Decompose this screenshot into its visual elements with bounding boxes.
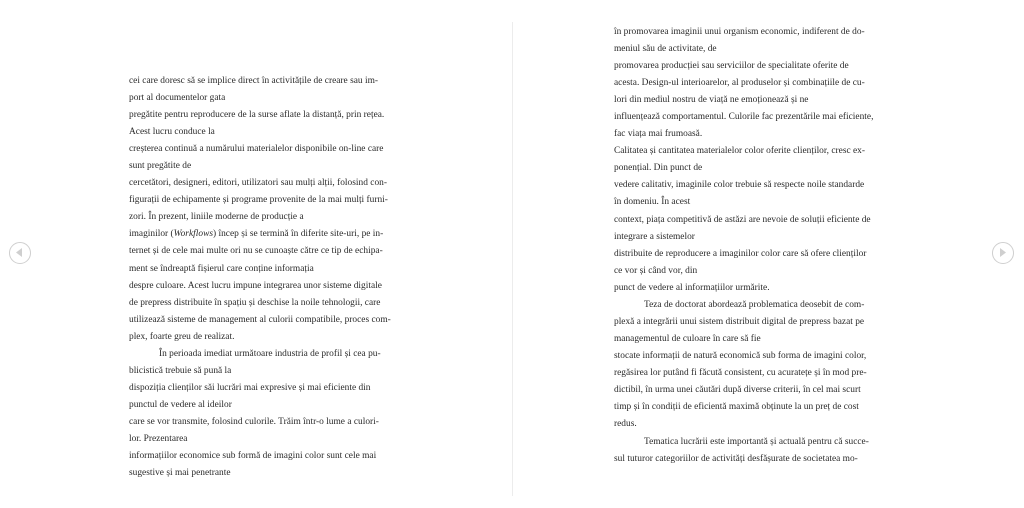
text-line: punct de vedere al informațiilor urmărite.: [614, 282, 770, 293]
text-line: dispoziția clienților săi lucrări mai expresive și mai eficiente din: [129, 382, 371, 393]
next-page-button[interactable]: [992, 242, 1014, 264]
text-line: Teza de doctorat abordează problematica deosebit de com-: [644, 299, 865, 310]
text-line: port al documentelor gata: [129, 93, 226, 104]
text-line: fac viața mai frumoasă.: [614, 129, 703, 140]
text-line: figurații de echipamente și programe provenite de la mai mulți furni-: [129, 195, 388, 206]
text-line: ponențial. Din punct de: [614, 163, 703, 174]
text-line: de prepress distribuite în spațiu și deschise la noile tehnologii, care: [129, 297, 381, 308]
text-line: distribuite de reproducere a imaginilor color care să ofere clienților: [614, 248, 867, 259]
text-line: cercetători, designeri, editori, utilizatori sau mulți alții, folosind con-: [129, 178, 387, 189]
text-line: ternet și de cele mai multe ori nu se cunoaște către ce tip de echipa-: [129, 246, 383, 257]
text-line: influențează comportamentul. Culorile fac prezentările mai eficiente,: [614, 112, 874, 123]
text-line: sul tuturor categoriilor de activități desfășurate de societatea mo-: [614, 454, 858, 465]
left-page: [129, 73, 429, 482]
italic-term: Workflows: [173, 229, 213, 240]
chevron-left-icon: [10, 243, 29, 262]
text-line: utilizează sisteme de management al culorii compatibile, proces com-: [129, 314, 391, 325]
text-line: ment se îndreaptă fișierul care conține informația: [129, 263, 314, 274]
text-line: Acest lucru conduce la: [129, 127, 215, 138]
chevron-right-icon: [993, 243, 1012, 262]
text-line: stocate informații de natură economică sub forma de imagini color,: [614, 350, 867, 361]
text-line: meniul său de activitate, de: [614, 44, 717, 55]
text-line: dictibil, în urma unei căutări după diverse criterii, în cel mai scurt: [614, 384, 861, 395]
text-line: sugestive și mai penetrante: [129, 468, 231, 479]
text-line: lori din mediul nostru de viață ne emoționează și ne: [614, 95, 809, 106]
text-line: managementul de culoare în care să fie: [614, 333, 761, 344]
text-line: în promovarea imaginii unui organism economic, indiferent de do-: [614, 27, 865, 37]
text-line: punctul de vedere al ideilor: [129, 399, 232, 410]
text-line: despre culoare. Acest lucru impune integrarea unor sisteme digitale: [129, 280, 382, 291]
text-line: În perioada imediat următoare industria de profil și cea pu-: [159, 348, 381, 359]
text-line: pregătite pentru reproducere de la surse aflate la distanță, prin rețea.: [129, 110, 385, 121]
text-line: blicistică trebuie să pună la: [129, 365, 232, 376]
text-line: redus.: [614, 419, 637, 430]
text-line: creșterea continuă a numărului materialelor disponibile on-line care: [129, 144, 384, 155]
text-line: plex, foarte greu de realizat.: [129, 331, 235, 342]
text-line: integrare a sistemelor: [614, 231, 695, 242]
text-line: care se vor transmite, folosind culorile. Trăim într-o lume a culori-: [129, 416, 379, 427]
text-line: imaginilor (Workflows) încep și se termină în diferite site-uri, pe in-: [129, 229, 384, 240]
text-line: lor. Prezentarea: [129, 433, 188, 444]
text-line: timp și în condiții de eficientă maximă obținute la un preț de cost: [614, 402, 859, 413]
text-line: în domeniu. În acest: [614, 197, 691, 208]
text-line: context, piața competitivă de astăzi are nevoie de soluții eficiente de: [614, 214, 871, 225]
text-line: cei care doresc să se implice direct în activitățile de creare sau im-: [129, 76, 379, 86]
text-line: regăsirea lor putând fi făcută consistent, cu acuratețe și în mod pre-: [614, 367, 867, 378]
text-line: vedere calitativ, imaginile color trebuie să respecte noile standarde: [614, 180, 865, 191]
previous-page-button[interactable]: [9, 242, 31, 264]
right-page: [614, 24, 914, 468]
text-line: sunt pregătite de: [129, 161, 192, 172]
text-line: Calitatea și cantitatea materialelor color oferite clienților, cresc ex-: [614, 146, 865, 157]
text-line: promovarea producției sau serviciilor de specialitate oferite de: [614, 61, 849, 72]
text-line: zori. În prezent, liniile moderne de producție a: [129, 212, 304, 223]
text-line: Tematica lucrării este importantă și actuală pentru că succe-: [644, 437, 869, 448]
text-line: acesta. Design-ul interioarelor, al produselor și combinațiile de cu-: [614, 78, 865, 89]
text-line: informațiilor economice sub formă de imagini color sunt cele mai: [129, 451, 377, 462]
text-line: plexă a integrării unui sistem distribuit digital de prepress bazat pe: [614, 316, 865, 327]
page-divider: [512, 22, 513, 496]
text-line: ce vor și când vor, din: [614, 265, 698, 276]
